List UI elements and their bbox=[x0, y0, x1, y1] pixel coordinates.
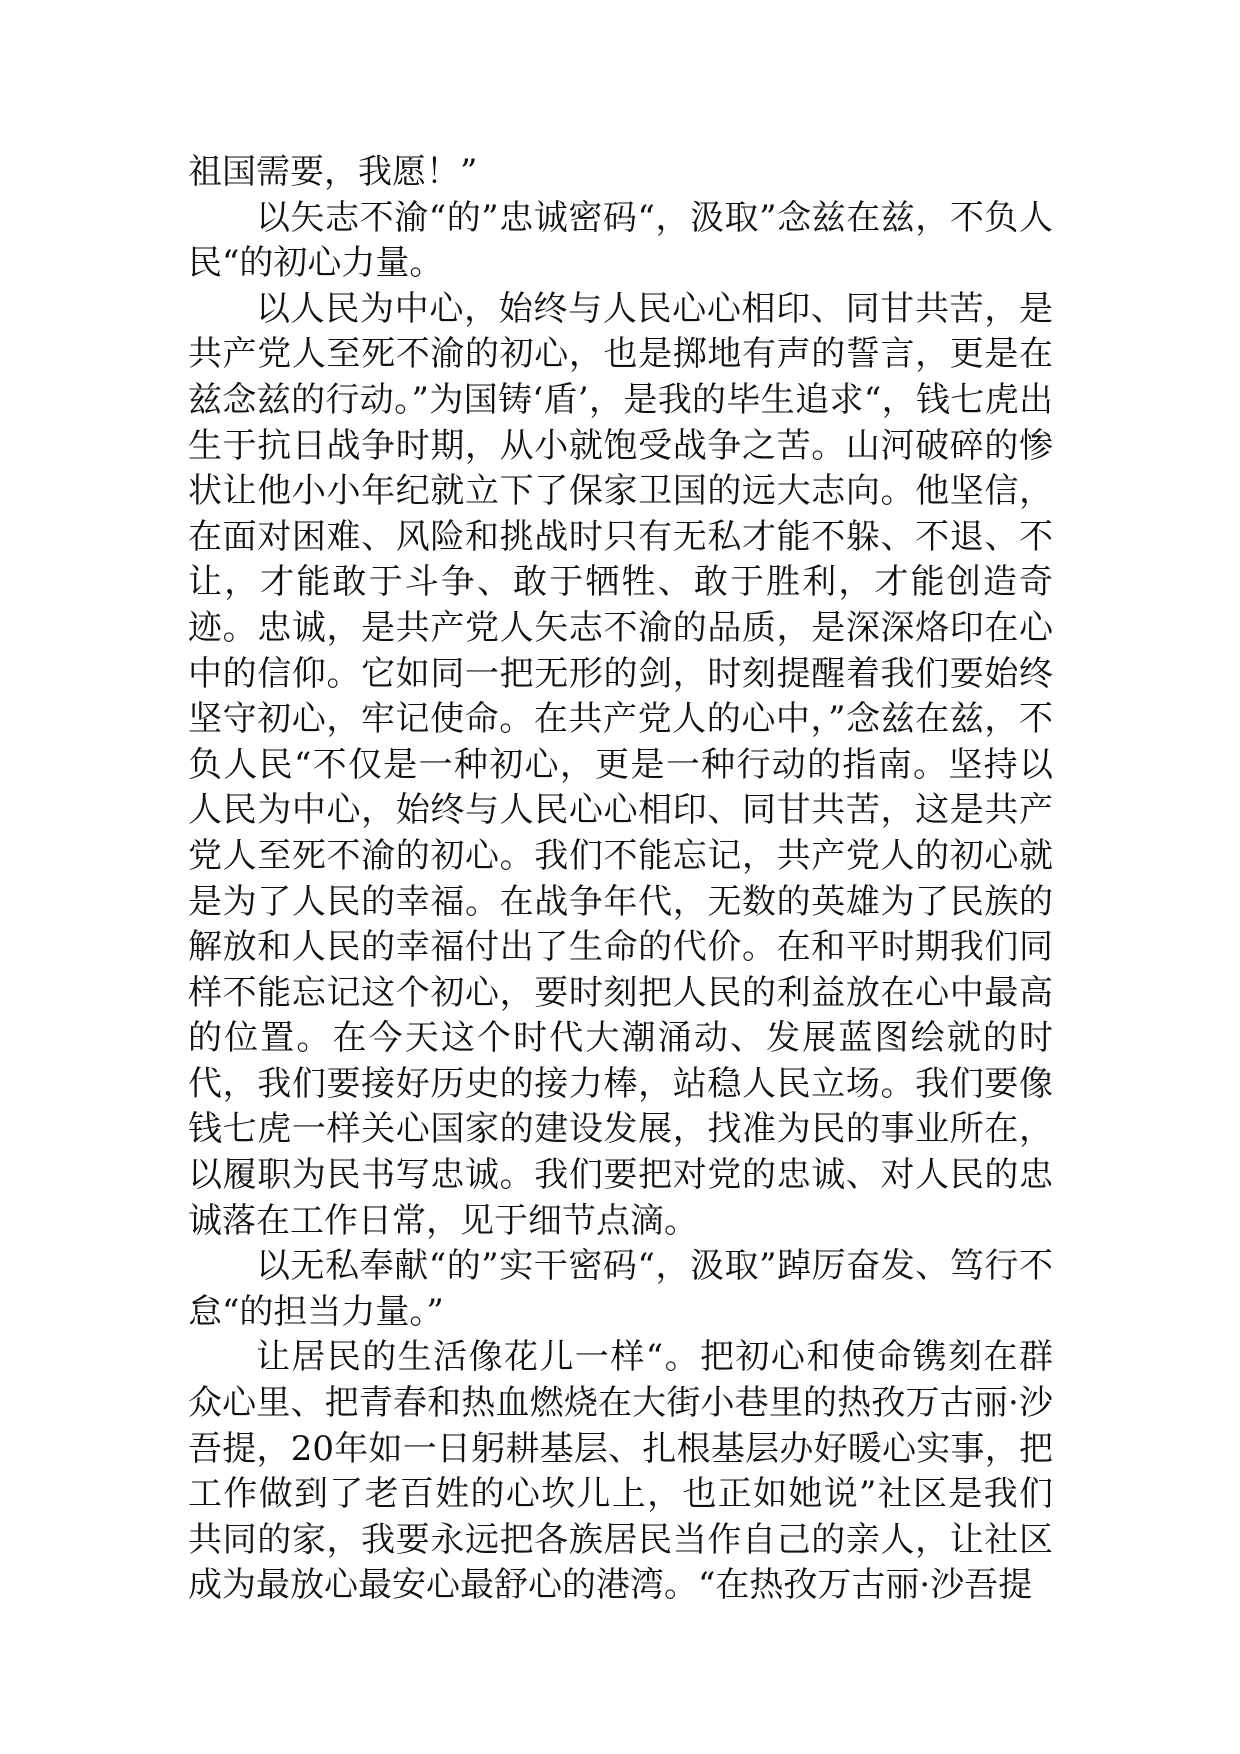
paragraph-heading-loyalty: 以矢志不渝“的”忠诚密码“，汲取”念兹在兹，不负人民“的初心力量。 bbox=[188, 197, 1053, 284]
paragraph-heading-dedication: 以无私奉献“的”实干密码“，汲取”踔厉奋发、笃行不怠“的担当力量。” bbox=[188, 1246, 1053, 1332]
paragraph-continuation: 祖国需要，我愿！” bbox=[188, 152, 478, 192]
paragraph-community: 让居民的生活像花儿一样“。把初心和使命镌刻在群众心里、把青春和热血燃烧在大街小巷里的热孜万古丽·沙吾提，20年如一日躬耕基层、扎根基层办好暖心实事，把工作做到了老百姓的心坎儿上，也正如她说”社区是我们共同的家，我要永远把各族居民当作自己的亲人，让社区成为最放心最安心最舒心的港湾。“在热孜万古丽·沙吾提 bbox=[188, 1337, 1053, 1606]
paragraph-people-centered: 以人民为中心，始终与人民心心相印、同甘共苦，是共产党人至死不渝的初心，也是掷地有声的誓言，更是在兹念兹的行动。”为国铸‘盾’，是我的毕生追求“，钱七虎出生于抗日战争时期，从小就饱受战争之苦。山河破碎的惨状让他小小年纪就立下了保家卫国的远大志向。他坚信，在面对困难、风险和挑战时只有无私才能不躲、不退、不让，才能敢于斗争、敢于牺牲、敢于胜利，才能创造奇迹。忠诚，是共产党人矢志不渝的品质，是深深烙印在心中的信仰。它如同一把无形的剑，时刻提醒着我们要始终坚守初心，牢记使命。在共产党人的心中，”念兹在兹，不负人民“不仅是一种初心，更是一种行动的指南。坚持以人民为中心，始终与人民心心相印、同甘共苦，这是共产党人至死不渝的初心。我们不能忘记，共产党人的初心就是为了人民的幸福。在战争年代，无数的英雄为了民族的解放和人民的幸福付出了生命的代价。在和平时期我们同样不能忘记这个初心，要时刻把人民的利益放在心中最高的位置。在今天这个时代大潮涌动、发展蓝图绘就的时代，我们要接好历史的接力棒，站稳人民立场。我们要像钱七虎一样关心国家的建设发展，找准为民的事业所在，以履职为民书写忠诚。我们要把对党的忠诚、对人民的忠诚落在工作日常，见于细节点滴。 bbox=[188, 288, 1053, 1241]
document-body bbox=[188, 150, 1053, 1609]
